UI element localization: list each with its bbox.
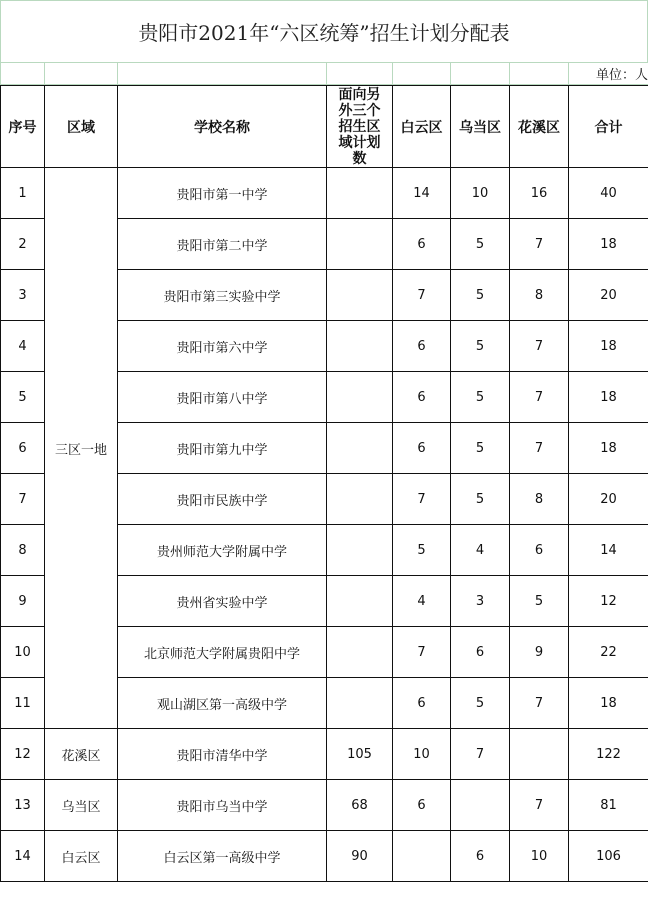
cell-school: 贵阳市乌当中学 <box>118 780 327 831</box>
cell-huaxi: 7 <box>510 780 569 831</box>
table-row <box>1 831 648 882</box>
cell-total: 18 <box>569 678 648 729</box>
cell-other: 105 <box>327 729 393 780</box>
cell-wudang: 5 <box>451 219 510 270</box>
cell-huaxi: 7 <box>510 678 569 729</box>
cell-other <box>327 576 393 627</box>
cell-other <box>327 270 393 321</box>
cell-school: 贵阳市第三实验中学 <box>118 270 327 321</box>
cell-no: 9 <box>1 576 45 627</box>
header-school: 学校名称 <box>118 86 327 168</box>
cell-no: 14 <box>1 831 45 882</box>
cell-huaxi: 16 <box>510 168 569 219</box>
cell-no: 12 <box>1 729 45 780</box>
cell-total: 40 <box>569 168 648 219</box>
cell-no: 4 <box>1 321 45 372</box>
cell-no: 2 <box>1 219 45 270</box>
cell-no: 10 <box>1 627 45 678</box>
cell-huaxi: 9 <box>510 627 569 678</box>
cell-baiyun <box>393 831 451 882</box>
cell-total: 18 <box>569 423 648 474</box>
cell-other <box>327 474 393 525</box>
cell-no: 3 <box>1 270 45 321</box>
cell-total: 122 <box>569 729 648 780</box>
cell-school: 观山湖区第一高级中学 <box>118 678 327 729</box>
cell-wudang: 5 <box>451 474 510 525</box>
header-baiyun: 白云区 <box>393 86 451 168</box>
cell-baiyun: 5 <box>393 525 451 576</box>
cell-school: 贵阳市第六中学 <box>118 321 327 372</box>
cell-other <box>327 372 393 423</box>
cell-other: 90 <box>327 831 393 882</box>
cell-school: 贵阳市第二中学 <box>118 219 327 270</box>
cell-school: 北京师范大学附属贵阳中学 <box>118 627 327 678</box>
cell-school: 贵阳市清华中学 <box>118 729 327 780</box>
cell-baiyun: 6 <box>393 321 451 372</box>
cell-total: 20 <box>569 474 648 525</box>
cell-huaxi <box>510 729 569 780</box>
cell-huaxi: 8 <box>510 270 569 321</box>
cell-other: 68 <box>327 780 393 831</box>
cell-wudang: 5 <box>451 372 510 423</box>
cell-wudang: 3 <box>451 576 510 627</box>
cell-total: 12 <box>569 576 648 627</box>
cell-baiyun: 6 <box>393 372 451 423</box>
cell-other <box>327 219 393 270</box>
cell-region: 乌当区 <box>45 780 118 831</box>
cell-baiyun: 6 <box>393 678 451 729</box>
cell-region: 花溪区 <box>45 729 118 780</box>
cell-baiyun: 4 <box>393 576 451 627</box>
cell-school: 贵州师范大学附属中学 <box>118 525 327 576</box>
cell-huaxi: 7 <box>510 423 569 474</box>
cell-baiyun: 6 <box>393 219 451 270</box>
header-wudang: 乌当区 <box>451 86 510 168</box>
header-huaxi: 花溪区 <box>510 86 569 168</box>
cell-no: 13 <box>1 780 45 831</box>
cell-school: 贵州省实验中学 <box>118 576 327 627</box>
cell-total: 20 <box>569 270 648 321</box>
cell-baiyun: 6 <box>393 780 451 831</box>
cell-baiyun: 7 <box>393 270 451 321</box>
cell-total: 106 <box>569 831 648 882</box>
cell-wudang: 4 <box>451 525 510 576</box>
cell-region: 白云区 <box>45 831 118 882</box>
cell-region-merged: 三区一地 <box>45 168 118 729</box>
cell-wudang <box>451 780 510 831</box>
cell-school: 贵阳市第一中学 <box>118 168 327 219</box>
header-no: 序号 <box>1 86 45 168</box>
cell-school: 贵阳市民族中学 <box>118 474 327 525</box>
cell-total: 14 <box>569 525 648 576</box>
cell-huaxi: 5 <box>510 576 569 627</box>
cell-total: 81 <box>569 780 648 831</box>
cell-huaxi: 10 <box>510 831 569 882</box>
header-other-label: 面向另外三个招生区域计划数 <box>338 86 381 167</box>
header-row <box>1 86 648 168</box>
cell-other <box>327 525 393 576</box>
cell-baiyun: 14 <box>393 168 451 219</box>
unit-row <box>0 62 648 85</box>
cell-other <box>327 321 393 372</box>
cell-total: 18 <box>569 372 648 423</box>
cell-total: 18 <box>569 321 648 372</box>
cell-baiyun: 6 <box>393 423 451 474</box>
cell-no: 5 <box>1 372 45 423</box>
table-row <box>1 168 648 219</box>
cell-baiyun: 7 <box>393 627 451 678</box>
cell-wudang: 5 <box>451 321 510 372</box>
cell-wudang: 7 <box>451 729 510 780</box>
header-other-districts <box>327 86 393 168</box>
cell-total: 18 <box>569 219 648 270</box>
cell-no: 8 <box>1 525 45 576</box>
cell-other <box>327 678 393 729</box>
cell-wudang: 6 <box>451 831 510 882</box>
header-region: 区域 <box>45 86 118 168</box>
cell-wudang: 6 <box>451 627 510 678</box>
cell-wudang: 10 <box>451 168 510 219</box>
cell-no: 6 <box>1 423 45 474</box>
cell-no: 1 <box>1 168 45 219</box>
cell-school: 白云区第一高级中学 <box>118 831 327 882</box>
cell-other <box>327 627 393 678</box>
cell-wudang: 5 <box>451 270 510 321</box>
cell-no: 11 <box>1 678 45 729</box>
cell-wudang: 5 <box>451 678 510 729</box>
cell-other <box>327 168 393 219</box>
cell-huaxi: 6 <box>510 525 569 576</box>
allocation-table <box>0 85 648 882</box>
cell-huaxi: 7 <box>510 321 569 372</box>
cell-school: 贵阳市第八中学 <box>118 372 327 423</box>
cell-baiyun: 7 <box>393 474 451 525</box>
cell-other <box>327 423 393 474</box>
table-row <box>1 729 648 780</box>
cell-school: 贵阳市第九中学 <box>118 423 327 474</box>
cell-no: 7 <box>1 474 45 525</box>
cell-huaxi: 7 <box>510 372 569 423</box>
cell-wudang: 5 <box>451 423 510 474</box>
cell-baiyun: 10 <box>393 729 451 780</box>
cell-huaxi: 8 <box>510 474 569 525</box>
header-total: 合计 <box>569 86 648 168</box>
cell-total: 22 <box>569 627 648 678</box>
unit-label: 单位：人 <box>569 63 648 85</box>
table-title: 贵阳市2021年“六区统筹”招生计划分配表 <box>0 0 648 62</box>
cell-huaxi: 7 <box>510 219 569 270</box>
table-row <box>1 780 648 831</box>
